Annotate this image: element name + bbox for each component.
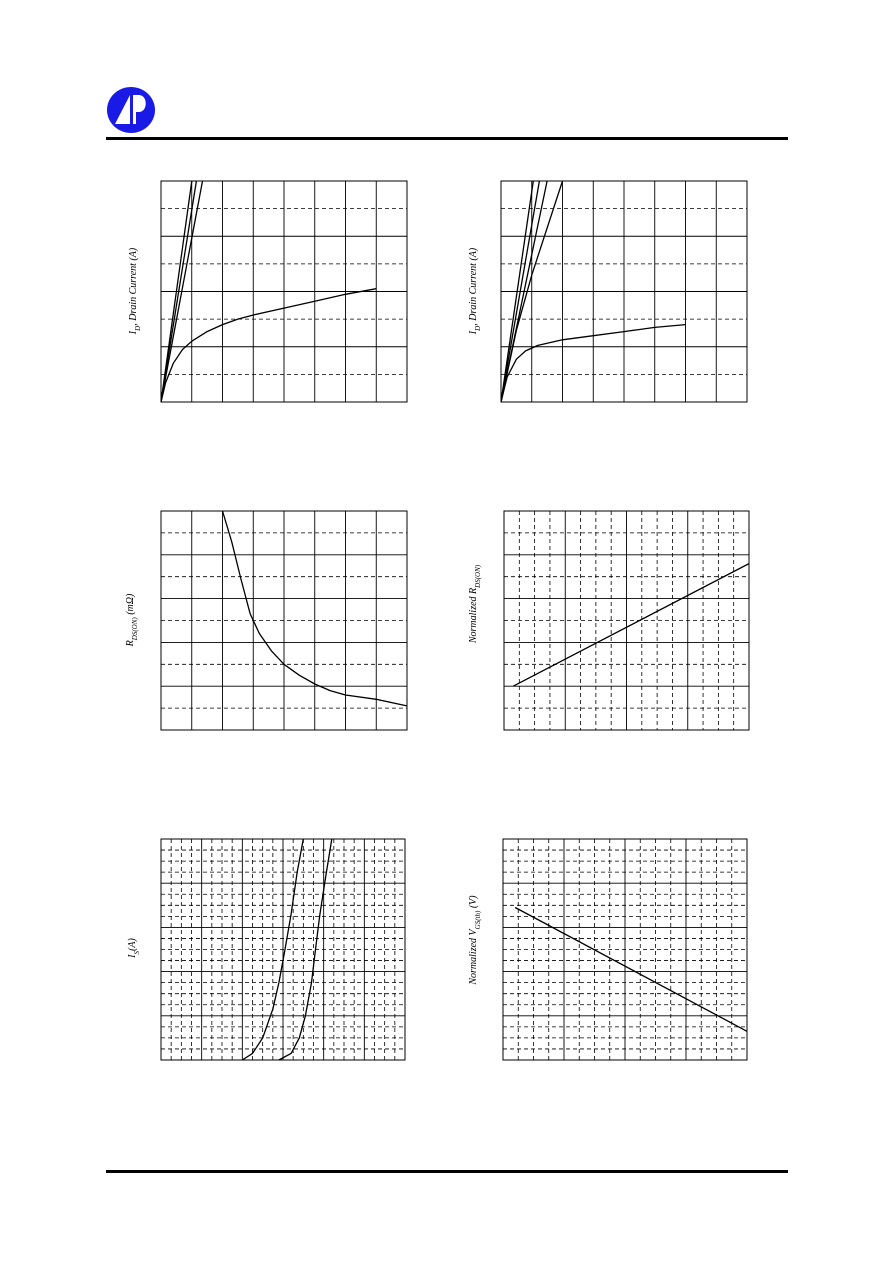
y-axis-label: Normalized $R_{DS(ON)}$: [468, 564, 482, 644]
chart-fig1: [128, 181, 407, 402]
series-line-4: [161, 289, 376, 402]
chart-fig3: [125, 511, 407, 730]
y-axis-label: $I_S(A)$: [127, 938, 141, 958]
y-axis-label: $I_D$, Drain Current (A): [468, 247, 482, 335]
chart-fig2: [468, 181, 747, 402]
series-line-1: [515, 908, 747, 1032]
series-line-1: [513, 564, 749, 687]
chart-fig4: [468, 511, 749, 730]
chart-fig6: [468, 839, 747, 1060]
y-axis-label: $I_D$, Drain Current (A): [128, 247, 142, 335]
y-axis-label: Normalized $V_{GS(th)}$ (V): [468, 895, 482, 985]
y-axis-label: $R_{DS(ON)}$ (mΩ): [125, 593, 139, 647]
chart-fig5: [127, 839, 405, 1060]
